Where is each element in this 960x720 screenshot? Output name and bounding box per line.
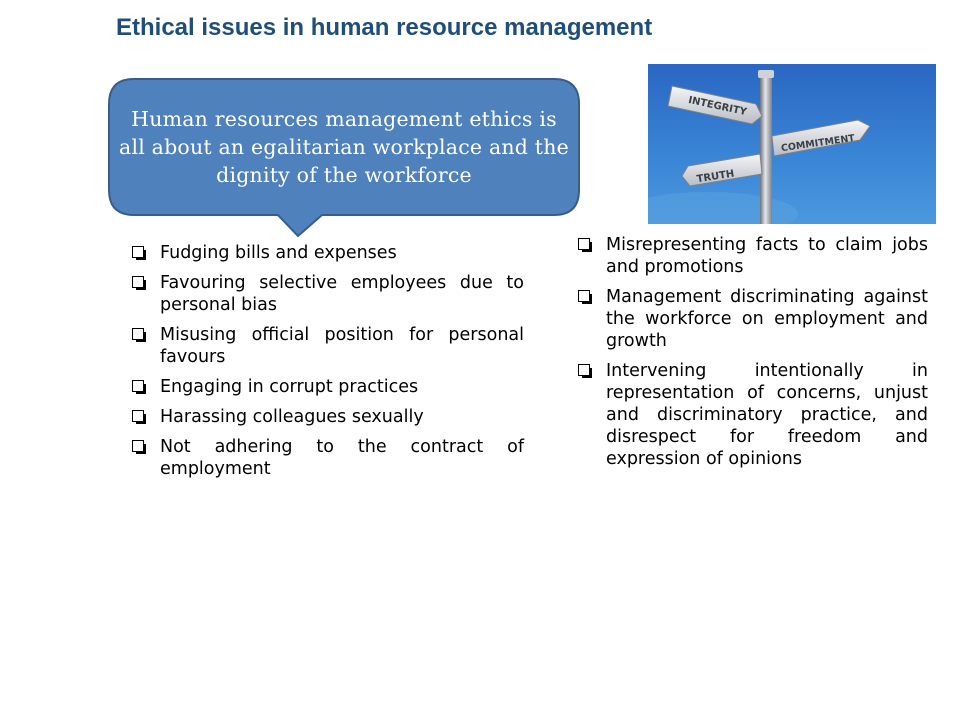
speech-bubble-callout: [108, 78, 580, 216]
list-item: [132, 242, 524, 264]
list-item-text: Not adhering to the contract of employment: [160, 437, 524, 479]
list-item-text: Misrepresenting facts to claim jobs and promotions: [606, 235, 928, 277]
list-item: [578, 234, 928, 278]
list-item-text: Misusing official position for personal favours: [160, 325, 524, 367]
list-item-text: Harassing colleagues sexually: [160, 407, 424, 427]
list-item-text: Intervening intentionally in representation of concerns, unjust and discriminatory practice, and disrespect for freedom and expression of opinions: [606, 361, 928, 469]
list-item-text: Fudging bills and expenses: [160, 243, 397, 263]
checkbox-square-icon: [132, 276, 147, 291]
svg-text:COMMITMENT: COMMITMENT: [780, 132, 856, 155]
list-item-text: Favouring selective employees due to personal bias: [160, 273, 524, 315]
checkbox-square-icon: [132, 440, 147, 455]
signpost-pole: [760, 74, 772, 224]
right-bullet-list: [578, 234, 928, 478]
list-item: [132, 272, 524, 316]
checkbox-square-icon: [132, 328, 147, 343]
signpost-photo: [648, 64, 936, 224]
left-bullet-list: [132, 242, 524, 488]
checkbox-square-icon: [132, 380, 147, 395]
list-item: [132, 324, 524, 368]
svg-text:INTEGRITY: INTEGRITY: [687, 94, 748, 119]
list-item-text: Engaging in corrupt practices: [160, 377, 419, 397]
list-item: [132, 406, 524, 428]
callout-text: Human resources management ethics is all about an egalitarian workplace and the dignity of the workforce: [119, 107, 569, 187]
list-item-text: Management discriminating against the workforce on employment and growth: [606, 287, 928, 351]
checkbox-square-icon: [578, 238, 593, 253]
list-item: [132, 376, 524, 398]
list-item: [578, 286, 928, 352]
checkbox-square-icon: [578, 364, 593, 379]
checkbox-square-icon: [578, 290, 593, 305]
slide-title: Ethical issues in human resource management: [116, 14, 653, 41]
list-item: [578, 360, 928, 470]
checkbox-square-icon: [132, 246, 147, 261]
svg-text:TRUTH: TRUTH: [696, 168, 736, 186]
list-item: [132, 436, 524, 480]
checkbox-square-icon: [132, 410, 147, 425]
